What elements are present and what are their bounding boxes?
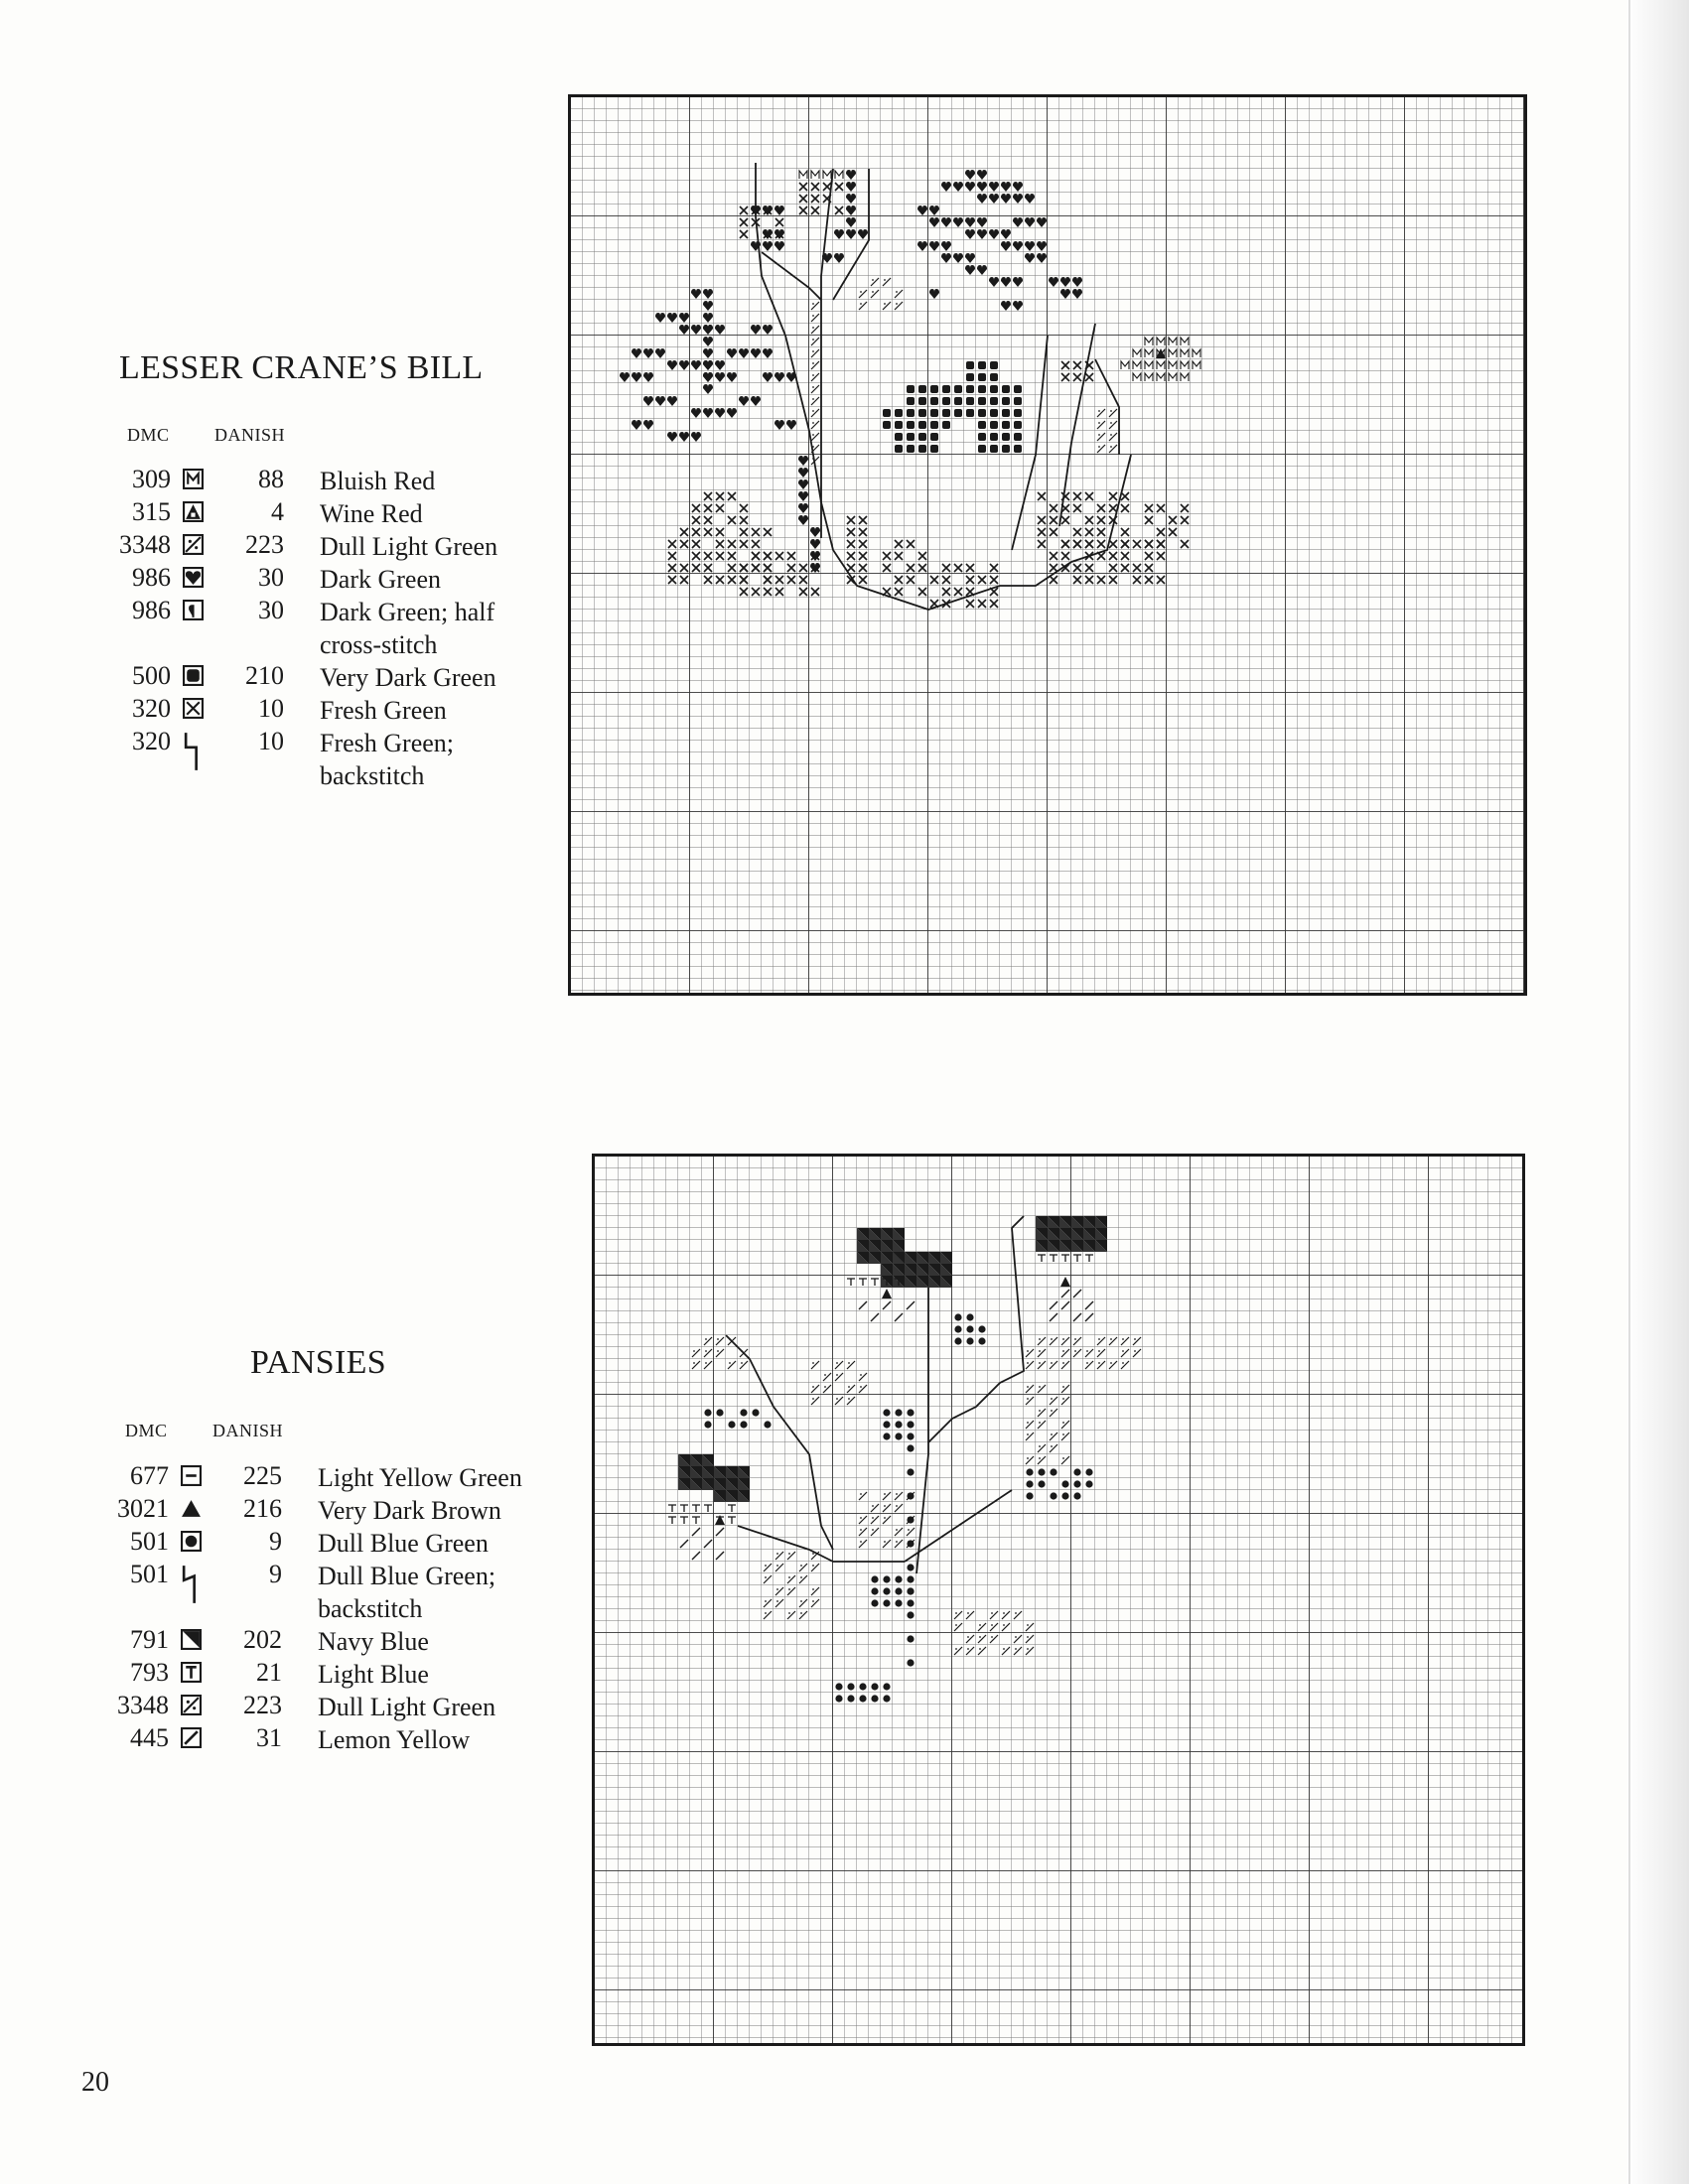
danish-number: 9: [269, 1527, 282, 1556]
page-number: 20: [81, 2067, 109, 2098]
danish-number: 9: [269, 1560, 282, 1588]
key-row: [101, 497, 598, 530]
key-row: [99, 1691, 596, 1723]
key-row: [101, 465, 598, 497]
dmc-number: 793: [130, 1658, 169, 1687]
dmc-number: 3021: [117, 1494, 169, 1523]
color-name: Dark Green; half cross-stitch: [320, 598, 495, 659]
dmc-number: 986: [132, 596, 171, 624]
x-mark-symbol-icon: [183, 698, 204, 719]
chart-pansies: [592, 1154, 1525, 2046]
minus-symbol-icon: [181, 1465, 202, 1486]
color-name: Dull Light Green: [318, 1693, 496, 1721]
half-hatched-symbol-icon: [181, 1695, 202, 1715]
key-row: [99, 1625, 596, 1658]
color-name: Lemon Yellow: [318, 1725, 471, 1754]
section-title: PANSIES: [250, 1344, 386, 1381]
danish-number: 210: [245, 661, 284, 690]
key-row: [101, 661, 598, 694]
color-name: Dull Blue Green: [318, 1529, 489, 1558]
dmc-number: 677: [130, 1461, 169, 1490]
color-name: Very Dark Brown: [318, 1496, 501, 1525]
cross-stitch-grid-pansies: [595, 1157, 1522, 2043]
danish-number: 21: [256, 1658, 282, 1687]
key-row: [99, 1658, 596, 1691]
cross-stitch-grid-lesser-cranes-bill: [571, 97, 1524, 993]
dmc-number: 501: [130, 1527, 169, 1556]
danish-number: 225: [243, 1461, 282, 1490]
dmc-header: DMC: [127, 425, 170, 445]
dmc-number: 3348: [117, 1691, 169, 1719]
danish-number: 10: [258, 727, 284, 755]
dmc-number: 309: [132, 465, 171, 493]
page-gutter-line: [1628, 0, 1630, 2184]
danish-number: 223: [243, 1691, 282, 1719]
dmc-number: 986: [132, 563, 171, 592]
filled-circle-symbol-icon: [181, 1531, 202, 1552]
key-row: [101, 694, 598, 727]
half-filled-symbol-icon: [181, 1629, 202, 1650]
key-row: [101, 563, 598, 596]
color-name: Very Dark Green: [320, 663, 496, 692]
color-name: Dull Blue Green; backstitch: [318, 1562, 496, 1623]
half-heart-symbol-icon: [183, 600, 204, 620]
key-row: [99, 1560, 596, 1625]
danish-number: 216: [243, 1494, 282, 1523]
dmc-number: 501: [130, 1560, 169, 1588]
color-name: Navy Blue: [318, 1627, 429, 1656]
dmc-number: 791: [130, 1625, 169, 1654]
color-name: Light Yellow Green: [318, 1463, 522, 1492]
danish-number: 223: [245, 530, 284, 559]
danish-number: 202: [243, 1625, 282, 1654]
filled-triangle-symbol-icon: [181, 1498, 202, 1519]
color-name: Dark Green: [320, 565, 441, 594]
letter-t-symbol-icon: [181, 1662, 202, 1683]
danish-number: 4: [271, 497, 284, 526]
danish-number: 31: [256, 1723, 282, 1752]
danish-header: DANISH: [212, 1421, 284, 1440]
danish-number: 88: [258, 465, 284, 493]
filled-square-symbol-icon: [183, 665, 204, 686]
dmc-number: 445: [130, 1723, 169, 1752]
color-name: Wine Red: [320, 499, 423, 528]
dmc-number: 320: [132, 694, 171, 723]
key-row: [99, 1723, 596, 1756]
danish-header: DANISH: [214, 425, 286, 445]
backstitch-symbol-icon: [181, 1564, 202, 1605]
dark-triangle-symbol-icon: [183, 501, 204, 522]
danish-number: 30: [258, 563, 284, 592]
color-name: Light Blue: [318, 1660, 429, 1689]
slash-symbol-icon: [181, 1727, 202, 1748]
page-edge-shadow: [1627, 0, 1689, 2184]
color-name: Fresh Green; backstitch: [320, 729, 455, 790]
key-row: [101, 727, 598, 792]
key-row: [99, 1494, 596, 1527]
letter-m-symbol-icon: [183, 469, 204, 489]
filled-heart-symbol-icon: [183, 567, 204, 588]
dmc-number: 3348: [119, 530, 171, 559]
backstitch-symbol-icon: [183, 731, 204, 772]
color-name: Fresh Green: [320, 696, 447, 725]
dmc-header: DMC: [125, 1421, 168, 1440]
dmc-number: 500: [132, 661, 171, 690]
dmc-number: 315: [132, 497, 171, 526]
half-hatched-symbol-icon: [183, 534, 204, 555]
danish-number: 30: [258, 596, 284, 624]
chart-lesser-cranes-bill: [568, 94, 1527, 996]
section-title: LESSER CRANE’S BILL: [119, 349, 484, 386]
key-row: [99, 1461, 596, 1494]
color-name: Bluish Red: [320, 467, 436, 495]
key-row: [101, 596, 598, 661]
key-row: [101, 530, 598, 563]
key-row: [99, 1527, 596, 1560]
danish-number: 10: [258, 694, 284, 723]
dmc-number: 320: [132, 727, 171, 755]
color-name: Dull Light Green: [320, 532, 498, 561]
